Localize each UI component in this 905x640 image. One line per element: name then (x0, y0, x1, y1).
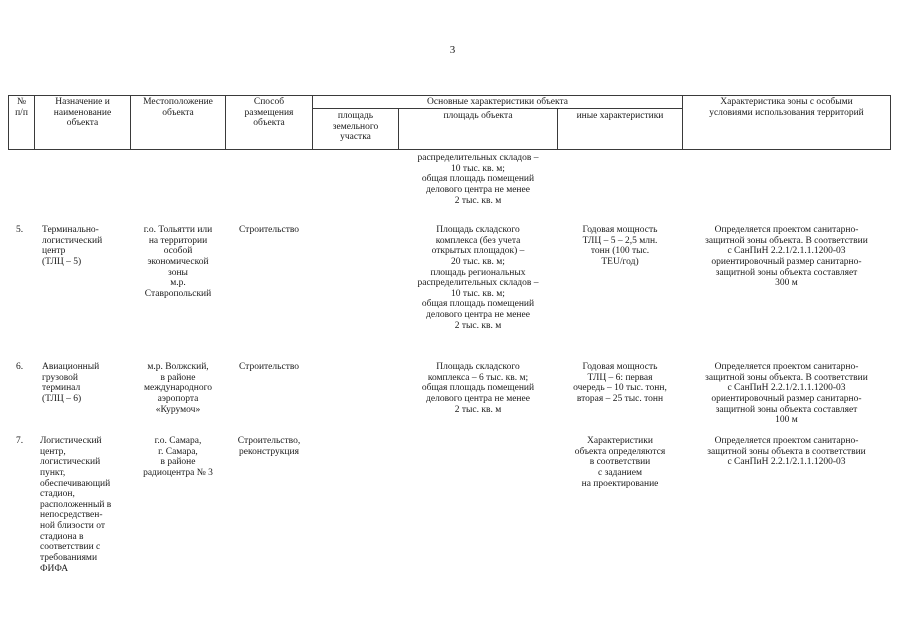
row-purpose: Терминально- логистический центр (ТЛЦ – 5) (42, 225, 103, 267)
row-object-area: Площадь складского комплекса – 6 тыс. кв. м; общая площадь помещений делового центра не менее 2 тыс. кв. м (421, 362, 535, 415)
header-other-chars: иные характеристики (576, 111, 664, 121)
row-location: м.р. Волжский, в районе международного аэропорта «Курумоч» (144, 362, 212, 415)
subheader-border (312, 108, 682, 109)
header-purpose: Назначение и наименование объекта (53, 97, 112, 129)
header-zone-chars: Характеристика зоны с особыми условиями использования территорий (709, 97, 864, 118)
col-border-right (890, 95, 891, 150)
header-main-chars: Основные характеристики объекта (427, 97, 568, 107)
header-bottom-border (8, 149, 891, 150)
row-num: 6. (16, 362, 24, 372)
row-num: 5. (16, 225, 24, 235)
header-method: Способ размещения объекта (244, 97, 294, 129)
row-other-chars: Годовая мощность ТЛЦ – 6: первая очередь – 10 тыс. тонн, вторая – 25 тыс. тонн (573, 362, 667, 404)
row-method: Строительство (238, 225, 300, 235)
row-object-area: Площадь складского комплекса (без учета открытых площадок) – 20 тыс. кв. м; площадь региональных распределительных складов – 10 тыс. кв. м; общая площадь помещений делового центра не менее 2 тыс. кв. м (417, 225, 539, 331)
row-purpose: Логистический центр, логистический пункт, обеспечивающий стадион, расположенный в непосредствен- ной близости от стадиона в соответствии с требованиями ФИФА (40, 436, 112, 574)
row-other-chars: Годовая мощность ТЛЦ – 5 – 2,5 млн. тонн (100 тыс. TEU/год) (582, 225, 658, 267)
row-location: г.о. Самара, г. Самара, в районе радиоцентра № 3 (143, 436, 213, 478)
row-zone-chars: Определяется проектом санитарно- защитной зоны объекта. В соответствии с СанПиН 2.2.1/2.1.1.1200-03 ориентировочный размер санитарно- защитной зоны объекта составляет 300 м (705, 225, 868, 289)
row-location: г.о. Тольятти или на территории особой экономической зоны м.р. Ставропольский (143, 225, 213, 299)
row-num: 7. (16, 436, 24, 446)
page-number: 3 (449, 44, 456, 56)
row-zone-chars: Определяется проектом санитарно- защитной зоны объекта. В соответствии с СанПиН 2.2.1/2.1.1.1200-03 ориентировочный размер санитарно- защитной зоны объекта составляет 100 м (705, 362, 868, 426)
header-num: № п/п (15, 97, 28, 118)
header-location: Местоположение объекта (143, 97, 213, 118)
continuation-object-area: распределительных складов – 10 тыс. кв. м; общая площадь помещений делового центра не менее 2 тыс. кв. м (417, 153, 539, 206)
row-purpose: Авиационный грузовой терминал (ТЛЦ – 6) (42, 362, 100, 404)
row-other-chars: Характеристики объекта определяются в соответствии с заданием на проектирование (574, 436, 666, 489)
row-method: Строительство (238, 362, 300, 372)
header-object-area: площадь объекта (443, 111, 513, 121)
header-land-area: площадь земельного участка (332, 111, 379, 143)
row-zone-chars: Определяется проектом санитарно- защитной зоны объекта в соответствии с СанПиН 2.2.1/2.1.1.1200-03 (707, 436, 866, 468)
table-top-border (8, 95, 891, 96)
row-method: Строительство, реконструкция (237, 436, 301, 457)
